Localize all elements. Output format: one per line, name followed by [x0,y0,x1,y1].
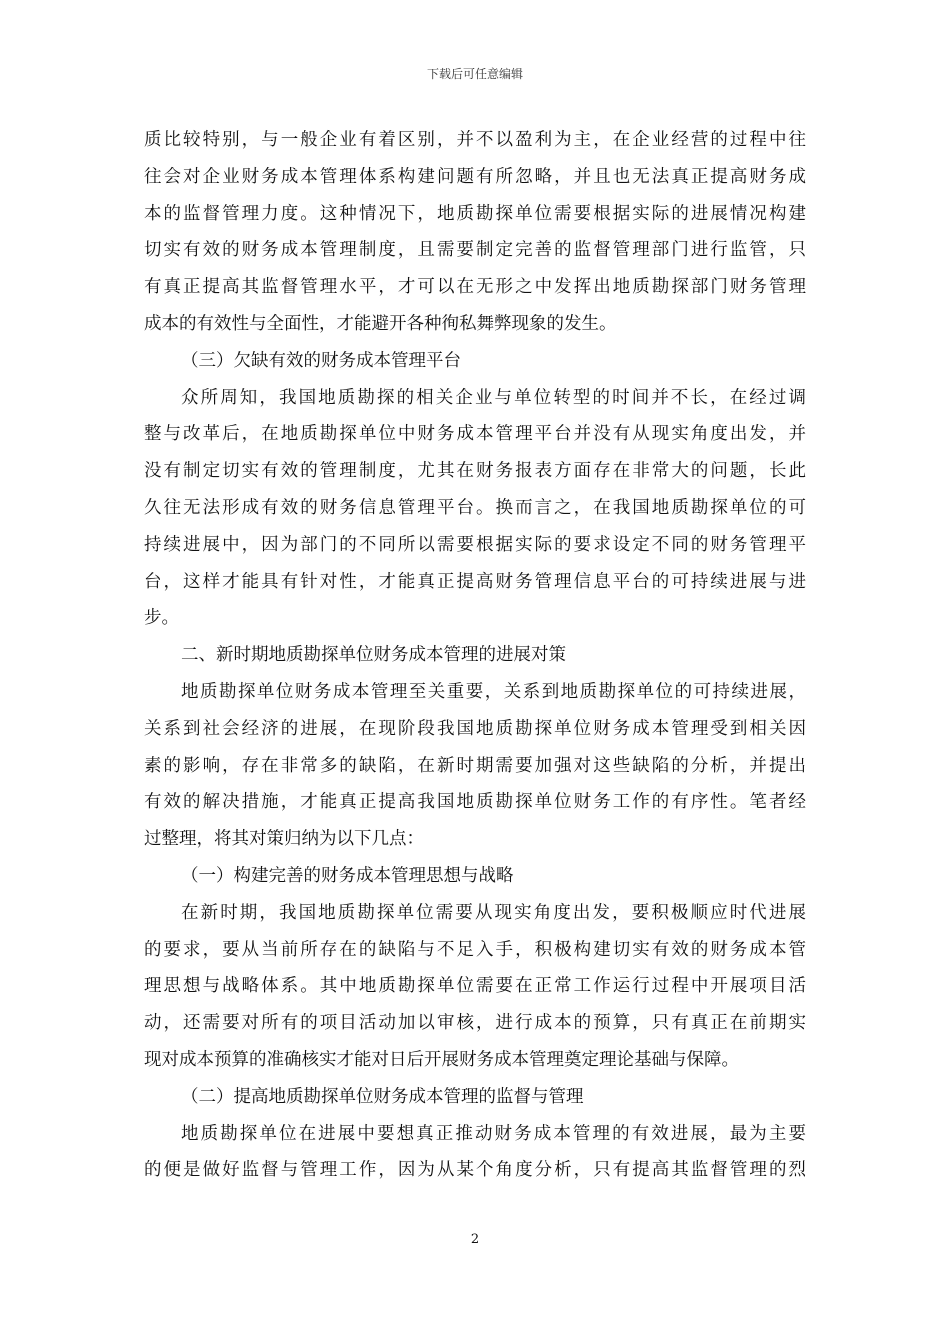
text-line: 没有制定切实有效的管理制度，尤其在财务报表方面存在非常大的问题，长此 [144,461,806,482]
text-line: 整与改革后，在地质勘探单位中财务成本管理平台并没有从现实角度出发，并 [144,424,806,445]
text-line: （三）欠缺有效的财务成本管理平台 [181,350,461,371]
text-line: 的要求，要从当前所存在的缺陷与不足入手，积极构建切实有效的财务成本管 [144,939,806,960]
text-line: 有效的解决措施，才能真正提高我国地质勘探单位财务工作的有序性。笔者经 [144,792,806,813]
text-line: 台，这样才能具有针对性，才能真正提高财务管理信息平台的可持续进展与进 [144,571,806,592]
text-line: 地质勘探单位财务成本管理至关重要，关系到地质勘探单位的可持续进展， [181,681,806,702]
text-line: 往会对企业财务成本管理体系构建问题有所忽略，并且也无法真正提高财务成 [144,166,806,187]
page-number: 2 [470,1232,480,1247]
text-line: 关系到社会经济的进展，在现阶段我国地质勘探单位财务成本管理受到相关因 [144,718,806,739]
text-line: 成本的有效性与全面性，才能避开各种徇私舞弊现象的发生。 [144,313,617,334]
text-line: 质比较特别，与一般企业有着区别，并不以盈利为主，在企业经营的过程中往 [144,130,806,150]
text-line: 持续进展中，因为部门的不同所以需要根据实际的要求设定不同的财务管理平 [144,534,806,555]
text-line: 现对成本预算的准确核实才能对日后开展财务成本管理奠定理论基础与保障。 [144,1049,739,1070]
text-line: 二、新时期地质勘探单位财务成本管理的进展对策 [181,645,566,666]
text-line: 本的监督管理力度。这种情况下，地质勘探单位需要根据实际的进展情况构建 [144,203,806,224]
text-line: 步。 [144,608,179,629]
text-line: 众所周知，我国地质勘探的相关企业与单位转型的时间并不长，在经过调 [181,387,806,408]
text-line: 久往无法形成有效的财务信息管理平台。换而言之，在我国地质勘探单位的可 [144,497,806,518]
text-line: （二）提高地质勘探单位财务成本管理的监督与管理 [181,1086,584,1107]
text-line: 有真正提高其监督管理水平，才可以在无形之中发挥出地质勘探部门财务管理 [144,277,806,298]
text-line: 切实有效的财务成本管理制度，且需要制定完善的监督管理部门进行监管，只 [144,240,806,261]
text-line: 素的影响，存在非常多的缺陷，在新时期需要加强对这些缺陷的分析，并提出 [144,755,806,776]
text-line: 在新时期，我国地质勘探单位需要从现实角度出发，要积极顺应时代进展 [181,902,806,923]
document-body [144,122,806,1189]
text-line: 地质勘探单位在进展中要想真正推动财务成本管理的有效进展，最为主要 [181,1123,806,1144]
text-line: 理思想与战略体系。其中地质勘探单位需要在正常工作运行过程中开展项目活 [144,976,806,997]
text-line: （一）构建完善的财务成本管理思想与战略 [181,865,514,886]
page-header: 下载后可任意编辑 [426,67,523,81]
text-line: 过整理，将其对策归纳为以下几点： [144,829,424,850]
text-line: 动，还需要对所有的项目活动加以审核，进行成本的预算，只有真正在前期实 [144,1013,806,1034]
text-line: 的便是做好监督与管理工作，因为从某个角度分析，只有提高其监督管理的烈 [144,1160,806,1181]
